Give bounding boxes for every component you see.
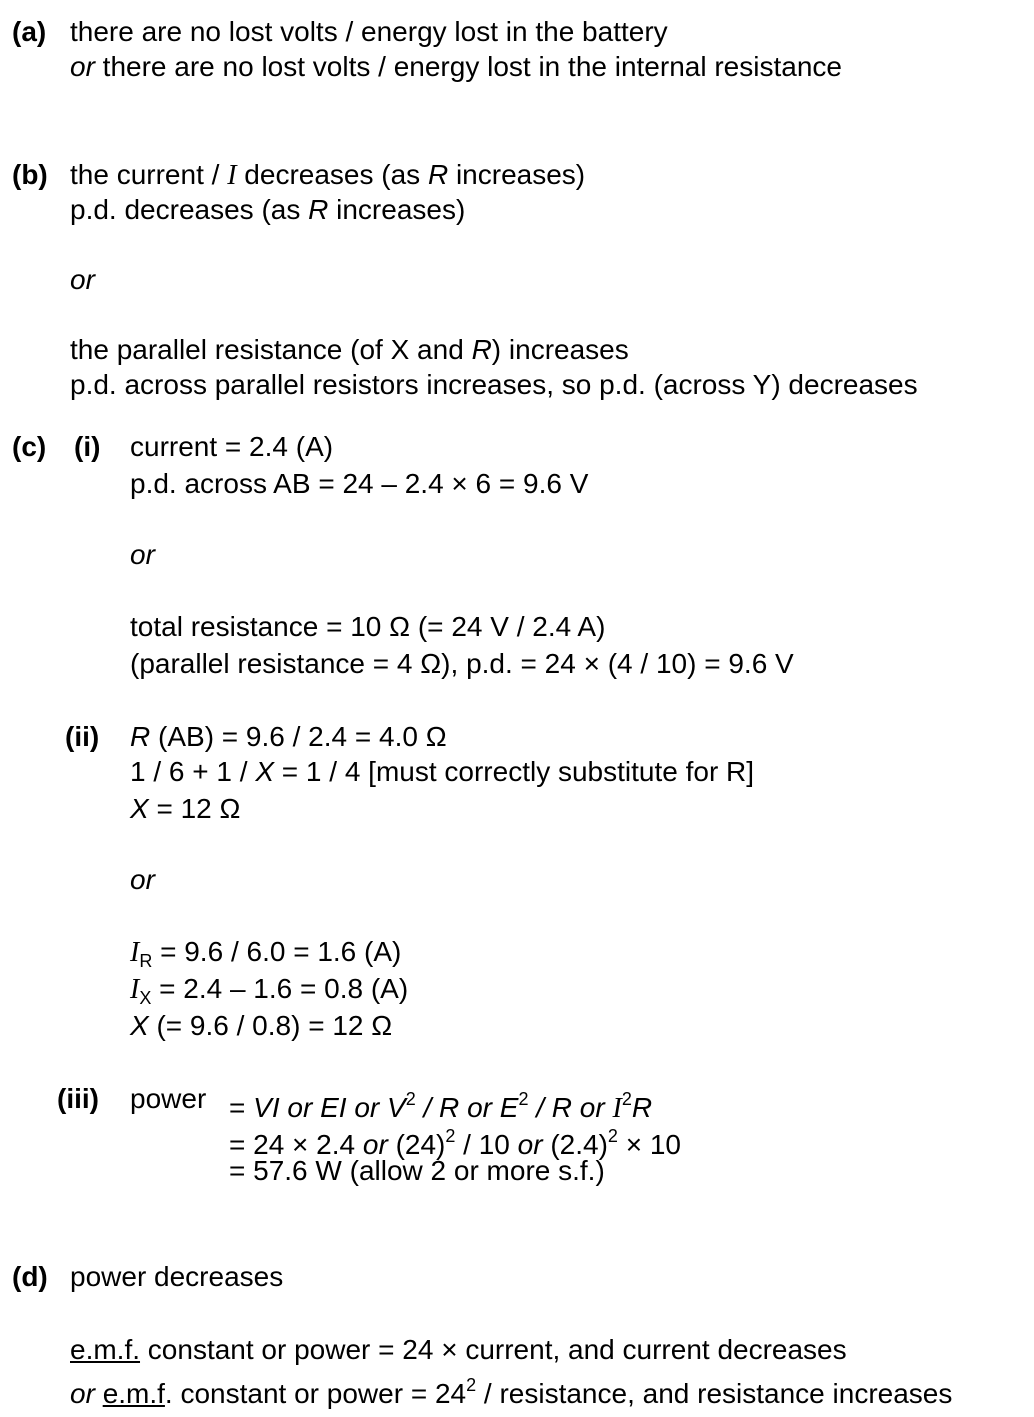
- text: = 2.4 – 1.6 = 0.8 (A): [151, 973, 409, 1004]
- text: increases): [448, 159, 586, 190]
- part-c-i-line-4: (parallel resistance = 4 Ω), p.d. = 24 × (4 / 10) = 9.6 V: [130, 648, 794, 679]
- part-d-line-3: [70, 1367, 952, 1412]
- text: / 10: [455, 1129, 518, 1160]
- text: decreases (as: [236, 159, 428, 190]
- part-c-i-or: or: [130, 539, 155, 570]
- or-word: or: [579, 1092, 605, 1123]
- text: = 24 × 2.4: [229, 1129, 363, 1160]
- part-c-ii-line-1: [130, 719, 447, 755]
- symbol-I: I: [612, 1093, 622, 1124]
- part-b-line-4: p.d. across parallel resistors increases, so p.d. (across Y) decreases: [70, 369, 918, 400]
- part-a-line-1: there are no lost volts / energy lost in the battery: [70, 16, 668, 47]
- symbol-R: R: [471, 334, 492, 365]
- text: constant or power = 24: [172, 1378, 467, 1409]
- text: = 1 / 4 [must correctly substitute for R]: [274, 756, 755, 787]
- text: × 10: [617, 1129, 681, 1160]
- text: the parallel resistance (of X and: [70, 334, 472, 365]
- superscript: 2: [466, 1375, 477, 1395]
- part-c-ii-or: or: [130, 864, 155, 895]
- symbol-R: R: [631, 1092, 653, 1123]
- symbol-X: X: [130, 793, 149, 824]
- part-d-label: (d): [12, 1261, 48, 1292]
- part-c-i-line-1: current = 2.4 (A): [130, 431, 334, 462]
- part-a-line-2-text: there are no lost volts / energy lost in the internal resistance: [94, 51, 842, 82]
- symbol-V: V: [387, 1092, 406, 1123]
- text: = 9.6 / 6.0 = 1.6 (A): [152, 936, 402, 967]
- superscript: 2: [607, 1126, 618, 1146]
- superscript: 2: [621, 1089, 632, 1109]
- part-c-ii-line-6: [130, 1008, 392, 1044]
- symbol-R: R: [130, 721, 151, 752]
- symbol-E: E: [499, 1092, 519, 1123]
- part-d-line-2: [70, 1332, 847, 1368]
- subscript: X: [139, 988, 152, 1008]
- or-word: or: [287, 1092, 313, 1123]
- part-c-ii-line-2: [130, 754, 754, 790]
- part-b-or: or: [70, 264, 95, 295]
- emf-term: e.m.f.: [70, 1334, 141, 1365]
- symbol-X: X: [255, 756, 274, 787]
- text: (= 9.6 / 0.8) = 12 Ω: [148, 1010, 393, 1041]
- or-word: or: [467, 1092, 492, 1123]
- text: 1 / 6 + 1 /: [130, 756, 256, 787]
- or-word: or: [70, 1378, 95, 1409]
- symbol-R: R: [308, 194, 329, 225]
- part-a-line-2: [70, 49, 842, 85]
- symbol-I: I: [130, 937, 140, 968]
- or-word: or: [70, 51, 95, 82]
- text: .: [164, 1378, 173, 1409]
- part-d-line-1: power decreases: [70, 1261, 284, 1292]
- part-c-i-line-2: p.d. across AB = 24 – 2.4 × 6 = 9.6 V: [130, 468, 589, 499]
- equals: =: [229, 1092, 246, 1123]
- text: (AB) = 9.6 / 2.4 = 4.0 Ω: [150, 721, 447, 752]
- formula-EI: EI: [320, 1092, 347, 1123]
- part-b-line-2: [70, 192, 465, 228]
- text: increases): [328, 194, 466, 225]
- text: / R: [528, 1092, 573, 1123]
- part-c-ii-line-3: [130, 791, 240, 827]
- part-c-iii-power: power: [130, 1083, 207, 1114]
- text: (24): [387, 1129, 446, 1160]
- or-word: or: [354, 1092, 380, 1123]
- part-c-label: (c): [12, 431, 47, 462]
- emf-term: e.m.f: [102, 1378, 165, 1409]
- symbol-X: X: [130, 1010, 149, 1041]
- part-c-ii-label: (ii): [65, 721, 100, 752]
- text: the current /: [70, 159, 228, 190]
- part-a-label: (a): [12, 16, 47, 47]
- superscript: 2: [518, 1089, 529, 1109]
- subscript: R: [139, 951, 153, 971]
- text: = 12 Ω: [148, 793, 241, 824]
- symbol-R: R: [427, 159, 449, 190]
- part-b-line-1: [70, 157, 585, 194]
- text: / R: [415, 1092, 460, 1123]
- part-c-iii-line-3: = 57.6 W (allow 2 or more s.f.): [229, 1155, 605, 1186]
- text: (2.4): [542, 1129, 608, 1160]
- part-c-iii-label: (iii): [57, 1083, 99, 1114]
- or-word: or: [362, 1129, 388, 1160]
- part-b-line-3: [70, 332, 629, 368]
- or-word: or: [517, 1129, 543, 1160]
- text: p.d. decreases (as: [70, 194, 309, 225]
- formula-VI: VI: [253, 1092, 280, 1123]
- part-c-i-line-3: total resistance = 10 Ω (= 24 V / 2.4 A): [130, 611, 606, 642]
- superscript: 2: [405, 1089, 416, 1109]
- superscript: 2: [445, 1126, 456, 1146]
- text: constant or power = 24 × current, and current decreases: [140, 1334, 847, 1365]
- text: / resistance, and resistance increases: [476, 1378, 953, 1409]
- part-c-i-label: (i): [74, 431, 101, 462]
- symbol-I: I: [130, 974, 140, 1005]
- text: ) increases: [491, 334, 629, 365]
- part-b-label: (b): [12, 159, 48, 190]
- symbol-I: I: [227, 160, 237, 191]
